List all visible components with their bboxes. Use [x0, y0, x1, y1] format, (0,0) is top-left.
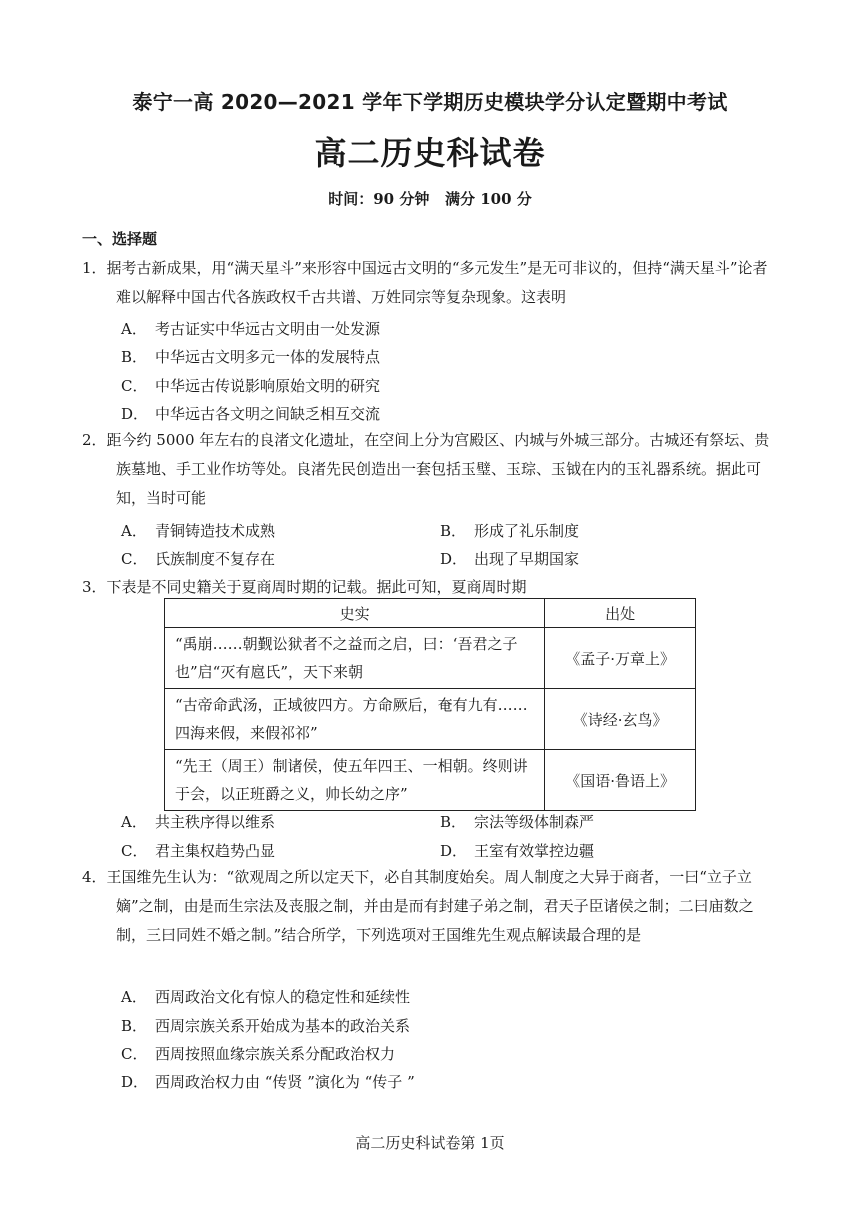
option-c	[121, 548, 275, 569]
option-text: 考古证实中华远古文明由一处发源	[155, 320, 381, 338]
history-records-table	[164, 598, 696, 811]
option-letter: D．	[440, 842, 468, 860]
question-2	[82, 426, 782, 513]
option-letter: A．	[121, 522, 147, 540]
option-d	[121, 1071, 415, 1092]
option-text: 青铜铸造技术成熟	[155, 522, 276, 540]
option-d	[440, 548, 579, 569]
option-text: 形成了礼乐制度	[474, 522, 580, 540]
option-text: 中华远古传说影响原始文明的研究	[155, 377, 381, 395]
option-text: 王室有效掌控边疆	[474, 842, 595, 860]
table-cell-fact: “古帝命武汤，正域彼四方。方命厥后，奄有九有……四海来假，来假祁祁”	[165, 689, 545, 750]
option-text: 共主秩序得以维系	[155, 813, 276, 831]
option-letter: A．	[121, 320, 147, 338]
exam-header-title: 泰宁一高 2020—2021 学年下学期历史模块学分认定暨期中考试	[132, 90, 728, 114]
option-letter: D．	[440, 550, 468, 568]
table-cell-fact: “先王（周王）制诸侯，使五年四王、一相朝。终则讲于会，以正班爵之义，帅长幼之序”	[165, 750, 545, 811]
section-heading: 一、选择题	[82, 230, 158, 248]
option-letter: C．	[121, 1045, 148, 1063]
exam-subject-title: 高二历史科试卷	[314, 134, 546, 172]
option-letter: A．	[121, 988, 147, 1006]
option-text: 中华远古各文明之间缺乏相互交流	[155, 405, 381, 423]
option-c	[121, 1043, 395, 1064]
option-letter: D．	[121, 1073, 149, 1091]
option-text: 西周政治文化有惊人的稳定性和延续性	[155, 988, 411, 1006]
question-stem: 4．王国维先生认为：“欲观周之所以定天下，必自其制度始矣。周人制度之大异于商者，一曰“立子立嫡”之制，由是而生宗法及丧服之制，并由是而有封建子弟之制，君天子臣诸侯之制；二曰庙数之制，三曰同姓不婚之制。”结合所学，下列选项对王国维先生观点解读最合理的是	[82, 868, 754, 944]
question-4	[82, 863, 782, 950]
table-cell-fact: “禹崩……朝觐讼狱者不之益而之启，曰：‘吾君之子也”启“灭有扈氏”，天下来朝	[165, 628, 545, 689]
option-text: 出现了早期国家	[474, 550, 580, 568]
table-cell-source: 《国语·鲁语上》	[545, 750, 696, 811]
exam-time-info: 时间：90 分钟 满分 100 分	[328, 190, 532, 208]
question-stem: 3．下表是不同史籍关于夏商周时期的记载。据此可知，夏商周时期	[82, 578, 527, 596]
table-row	[165, 628, 696, 689]
question-stem: 1．据考古新成果，用“满天星斗”来形容中国远古文明的“多元发生”是无可非议的，但持“满天星斗”论者难以解释中国古代各族政权千古共谱、万姓同宗等复杂现象。这表明	[82, 259, 768, 306]
table-row	[165, 750, 696, 811]
table-header-cell: 出处	[545, 599, 696, 628]
option-a	[121, 520, 275, 541]
option-text: 西周政治权力由 “传贤 ”演化为 “传子 ”	[155, 1073, 415, 1091]
option-letter: B．	[121, 348, 148, 366]
option-letter: C．	[121, 550, 148, 568]
option-d	[440, 840, 594, 861]
table-cell-source: 《孟子·万章上》	[545, 628, 696, 689]
option-letter: C．	[121, 842, 148, 860]
option-letter: B．	[440, 813, 467, 831]
option-b	[121, 1015, 410, 1036]
option-letter: A．	[121, 813, 147, 831]
option-c	[121, 840, 275, 861]
option-d	[121, 403, 380, 424]
table-header-cell: 史实	[165, 599, 545, 628]
option-letter: D．	[121, 405, 149, 423]
option-a	[121, 986, 410, 1007]
option-a	[121, 318, 380, 339]
table-cell-source: 《诗经·玄鸟》	[545, 689, 696, 750]
table-row	[165, 689, 696, 750]
option-text: 中华远古文明多元一体的发展特点	[155, 348, 381, 366]
option-text: 宗法等级体制森严	[474, 813, 595, 831]
option-b	[440, 811, 594, 832]
page-footer: 高二历史科试卷第 1页	[355, 1134, 505, 1152]
option-c	[121, 375, 380, 396]
option-text: 西周宗族关系开始成为基本的政治关系	[155, 1017, 411, 1035]
option-text: 氏族制度不复存在	[155, 550, 276, 568]
option-text: 君主集权趋势凸显	[155, 842, 276, 860]
option-b	[440, 520, 579, 541]
option-text: 西周按照血缘宗族关系分配政治权力	[155, 1045, 396, 1063]
option-b	[121, 346, 380, 367]
option-letter: B．	[440, 522, 467, 540]
option-letter: B．	[121, 1017, 148, 1035]
question-stem: 2．距今约 5000 年左右的良渚文化遗址，在空间上分为宫殿区、内城与外城三部分。古城还有祭坛、贵族墓地、手工业作坊等处。良渚先民创造出一套包括玉璧、玉琮、玉钺在内的玉礼器系统。据此可知，当时可能	[82, 431, 770, 507]
option-a	[121, 811, 275, 832]
option-letter: C．	[121, 377, 148, 395]
question-1	[82, 254, 782, 312]
table-header-row	[165, 599, 696, 628]
